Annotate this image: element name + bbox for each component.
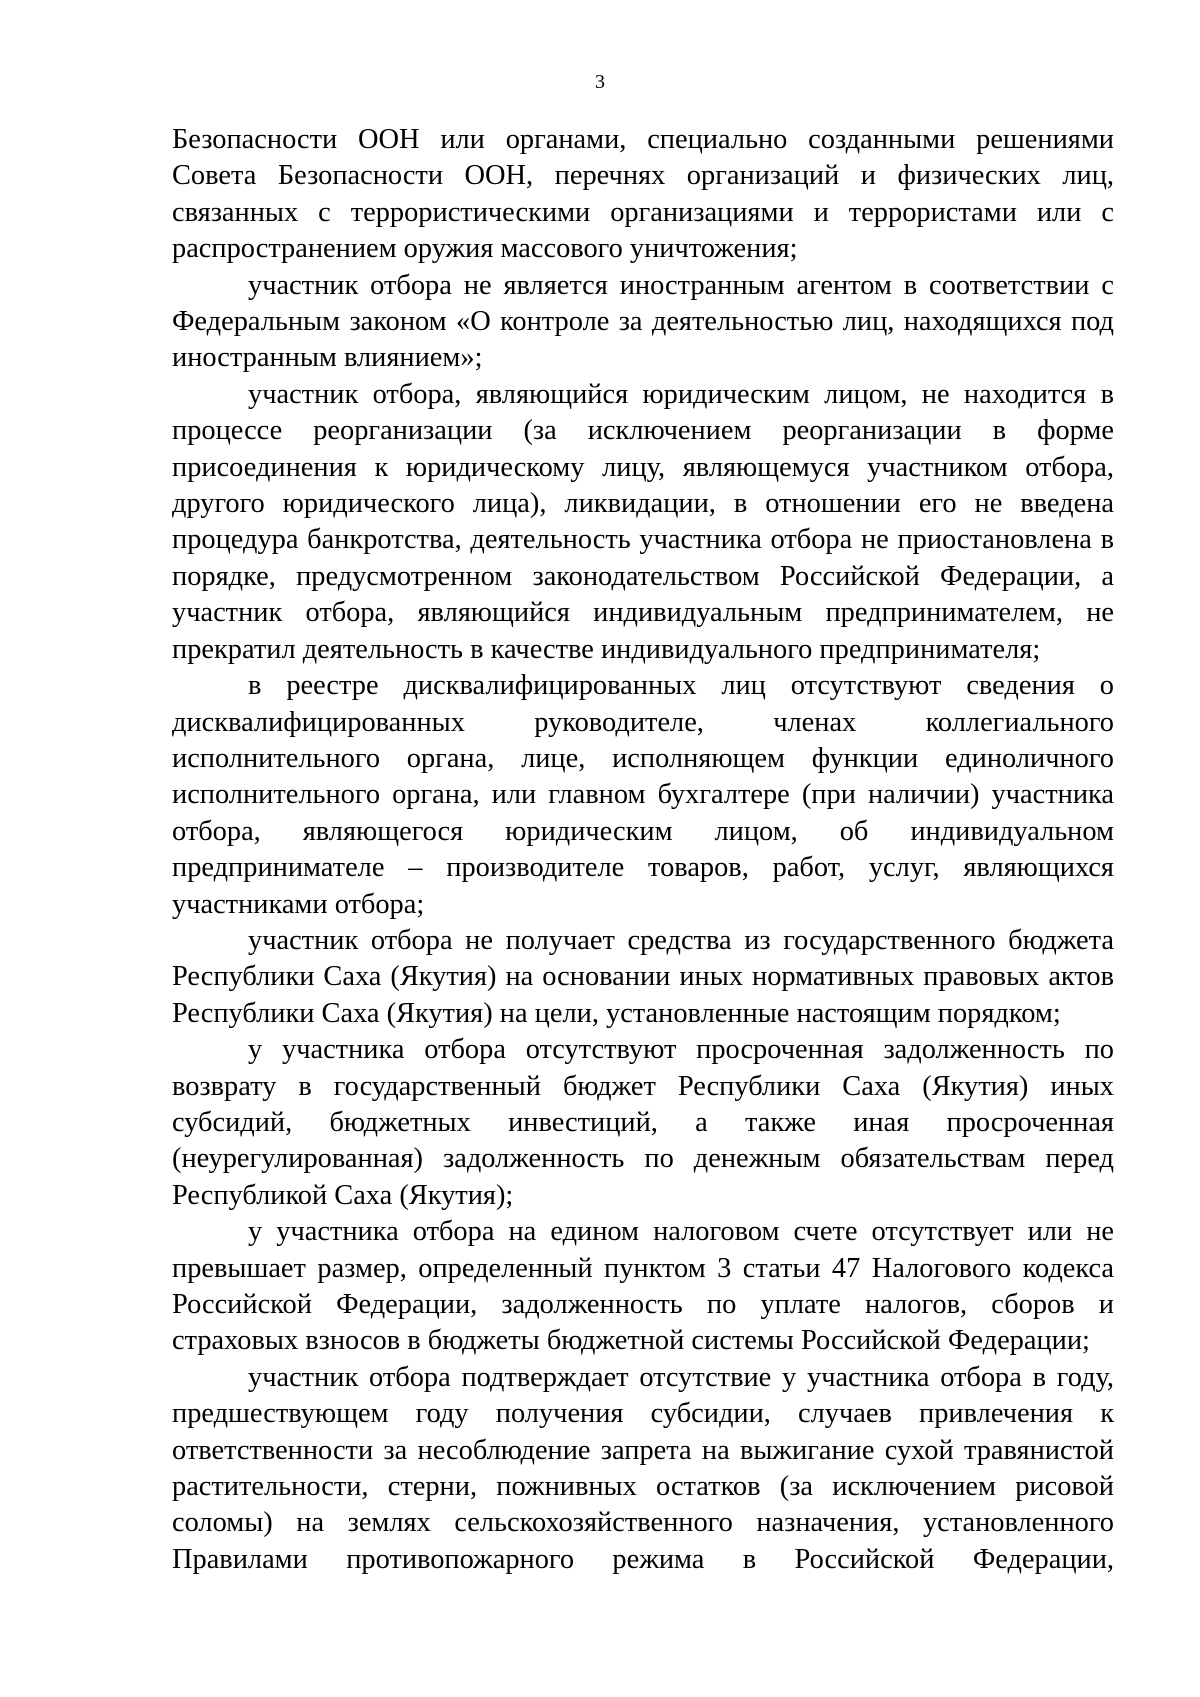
paragraph-reorganization: участник отбора, являющийся юридическим лицом, не находится в процессе реорганизации (за исключением реорганизации в форме присоединения к юридическому лицу, являющемуся участником отбора, другого юридического лица), ликвидации, в отношении его не введена процедура банкротства, деятельность участника отбора не приостановлена в порядке, предусмотренном законодательством Российской Федерации, а участник отбора, являющийся индивидуальным предпринимателем, не прекратил деятельность в качестве индивидуального предпринимателя;	[172, 378, 1114, 665]
paragraph-tax-account: у участника отбора на едином налоговом счете отсутствует или не превышает размер, определенный пунктом 3 статьи 47 Налогового кодекса Российской Федерации, задолженность по уплате налогов, сборов и страховых взносов в бюджеты бюджетной системы Российской Федерации;	[172, 1216, 1114, 1357]
paragraph-un-lists: Безопасности ООН или органами, специально созданными решениями Совета Безопасности ООН, перечнях организаций и физических лиц, связанных с террористическими организациями и террористами или с распространением оружия массового уничтожения;	[172, 124, 1114, 265]
paragraph-budget-funds: участник отбора не получает средства из государственного бюджета Республики Саха (Якутия) на основании иных нормативных правовых актов Республики Саха (Якутия) на цели, установленные настоящим порядком;	[172, 924, 1114, 1029]
paragraph-overdue-debt: у участника отбора отсутствуют просроченная задолженность по возврату в государственный бюджет Республики Саха (Якутия) иных субсидий, бюджетных инвестиций, а также иная просроченная (неурегулированная) задолженность по денежным обязательствам перед Республикой Саха (Якутия);	[172, 1034, 1114, 1211]
document-body	[172, 122, 1114, 1578]
paragraph-burning-ban: участник отбора подтверждает отсутствие у участника отбора в году, предшествующем году получения субсидии, случаев привлечения к ответственности за несоблюдение запрета на выжигание сухой травянистой растительности, стерни, пожнивных остатков (за исключением рисовой соломы) на землях сельскохозяйственного назначения, установленного Правилами противопожарного режима в Российской Федерации,	[172, 1361, 1114, 1575]
paragraph-foreign-agent: участник отбора не является иностранным агентом в соответствии с Федеральным законом «О контроле за деятельностью лиц, находящихся под иностранным влиянием»;	[172, 269, 1114, 374]
paragraph-disqualified-persons: в реестре дисквалифицированных лиц отсутствуют сведения о дисквалифицированных руководителе, членах коллегиального исполнительного органа, лице, исполняющем функции единоличного исполнительного органа, или главном бухгалтере (при наличии) участника отбора, являющегося юридическим лицом, об индивидуальном предпринимателе – производителе товаров, работ, услуг, являющихся участниками отбора;	[172, 670, 1114, 920]
page-number: 3	[595, 71, 605, 93]
